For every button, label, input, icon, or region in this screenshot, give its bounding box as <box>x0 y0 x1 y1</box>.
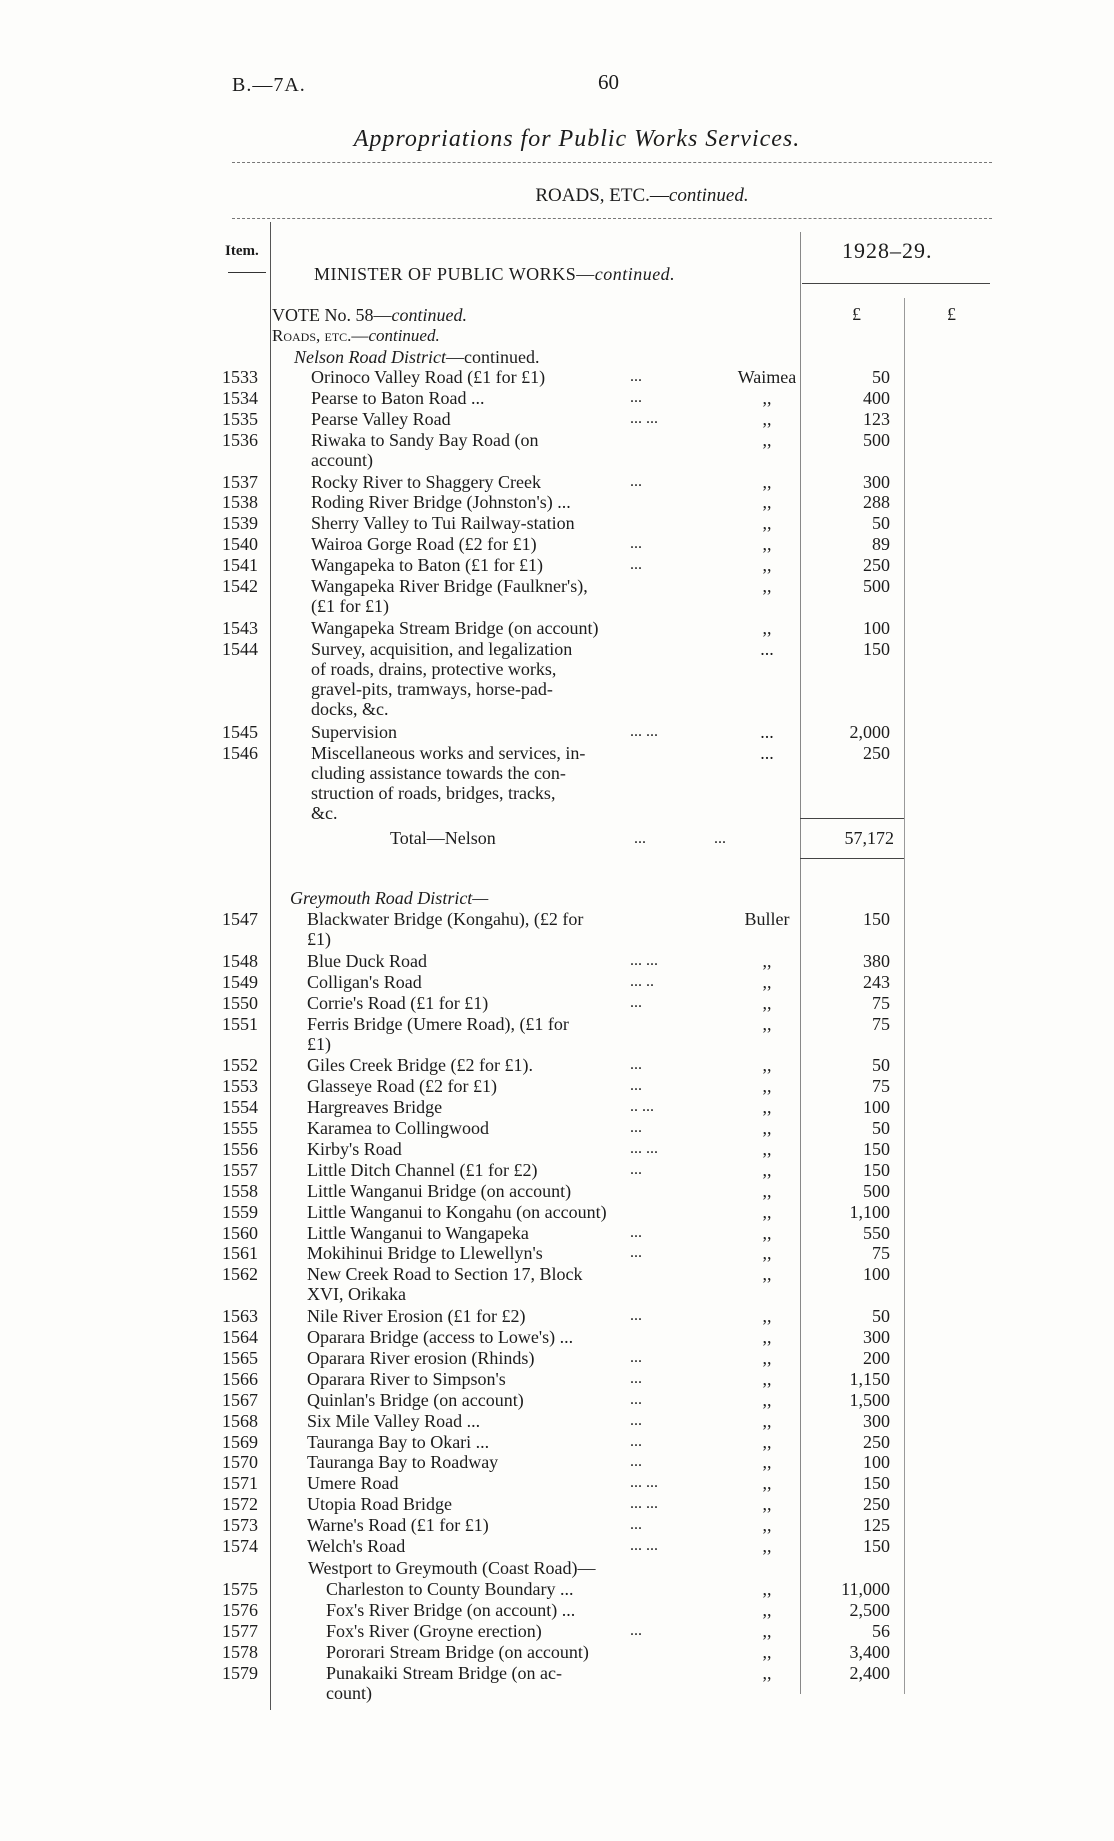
item-number: 1548 <box>222 950 258 971</box>
item-number: 1561 <box>222 1243 258 1264</box>
nelson-total-top-rule <box>800 818 904 819</box>
dot-leader: ... <box>630 1119 642 1136</box>
greymouth-district-heading <box>290 888 488 909</box>
item-amount: 243 <box>863 971 890 992</box>
item-number: 1572 <box>222 1494 258 1515</box>
item-amount: 150 <box>863 1473 890 1494</box>
item-description: Nile River Erosion (£1 for £2) <box>307 1306 526 1327</box>
year-column-header: 1928–29. <box>842 238 933 263</box>
county-name: ,, <box>762 429 772 450</box>
item-description: Hargreaves Bridge <box>307 1097 443 1118</box>
dot-leader: ... ... <box>630 1537 658 1554</box>
item-description: Roding River Bridge (Johnston's) ... <box>311 492 571 513</box>
dot-leader: ... <box>630 472 642 490</box>
item-number: 1536 <box>222 429 258 450</box>
item-description: Riwaka to Sandy Bay Road (on account) <box>311 429 539 470</box>
item-amount: 500 <box>863 1180 890 1201</box>
roads-subheading-main: Roads, etc.— <box>272 326 369 345</box>
item-amount: 100 <box>863 617 890 638</box>
item-number: 1567 <box>222 1389 258 1410</box>
item-description: Miscellaneous works and services, in- cluding assistance towards the con- struction of roads, bridges, tracks, &c. <box>311 743 586 824</box>
county-name: ,, <box>762 1410 772 1431</box>
item-amount: 1,100 <box>849 1201 890 1222</box>
vote-heading-italic: continued. <box>391 305 467 325</box>
county-name: ,, <box>762 1243 772 1264</box>
dot-leader: ... <box>630 1453 642 1471</box>
item-description: Tauranga Bay to Okari ... <box>307 1431 490 1452</box>
county-name: ,, <box>762 1389 772 1410</box>
item-amount: 2,000 <box>849 722 890 743</box>
item-description: Quinlan's Bridge (on account) <box>307 1389 524 1410</box>
item-number: 1550 <box>222 992 258 1013</box>
item-amount: 288 <box>863 492 890 513</box>
dot-leader: ... <box>630 1160 642 1178</box>
item-number: 1552 <box>222 1055 258 1076</box>
item-description: Giles Creek Bridge (£2 for £1). <box>307 1055 533 1076</box>
dot-leader: ... <box>630 1516 642 1534</box>
document-reference: B.—7A. <box>232 74 306 96</box>
item-description: Kirby's Road <box>307 1138 402 1159</box>
dot-leader: ... ... <box>630 1495 658 1513</box>
vote-heading-main: VOTE No. 58— <box>272 305 392 325</box>
nelson-district-suffix: —continued. <box>446 347 540 367</box>
county-name: ... <box>760 743 774 764</box>
item-number: 1533 <box>222 367 258 387</box>
item-amount: 100 <box>863 1452 890 1473</box>
item-amount: 50 <box>872 513 890 534</box>
item-description: Survey, acquisition, and legalization of roads, drains, protective works, gravel-pits, tramways, horse-pad- docks, &c. <box>311 638 573 719</box>
dot-leader: ... <box>630 993 642 1011</box>
county-name: Waimea <box>737 367 797 387</box>
nelson-total-leader-a: ... <box>634 830 646 847</box>
item-description: Charleston to County Boundary ... <box>326 1579 574 1599</box>
item-amount: 200 <box>863 1347 890 1368</box>
county-name: ,, <box>762 1452 772 1473</box>
item-number: 1578 <box>222 1641 258 1662</box>
item-description: Tauranga Bay to Roadway <box>307 1452 499 1473</box>
county-name: ,, <box>762 555 772 576</box>
county-name: ,, <box>762 513 772 534</box>
county-name: ... <box>760 722 774 743</box>
minister-heading-main: MINISTER OF PUBLIC WORKS— <box>314 264 595 284</box>
item-amount: 100 <box>863 1097 890 1118</box>
county-name: ,, <box>762 1118 772 1138</box>
county-name: ,, <box>762 992 772 1013</box>
item-description: Little Wanganui to Kongahu (on account) <box>307 1201 607 1222</box>
county-name: ,, <box>762 387 772 408</box>
item-description: Mokihinui Bridge to Llewellyn's <box>307 1243 543 1264</box>
item-number: 1543 <box>222 617 258 638</box>
item-description: Pororari Stream Bridge (on account) <box>326 1641 589 1662</box>
item-description: Wangapeka to Baton (£1 for £1) <box>311 555 543 576</box>
item-description: Blue Duck Road <box>307 950 427 971</box>
county-name: ,, <box>762 1138 772 1159</box>
item-number: 1542 <box>222 576 258 596</box>
item-amount: 89 <box>872 534 890 555</box>
item-number: 1570 <box>222 1452 258 1473</box>
item-number: 1557 <box>222 1159 258 1180</box>
item-description: Little Wanganui to Wangapeka <box>307 1222 529 1243</box>
item-number: 1549 <box>222 971 258 992</box>
dot-leader: ... <box>630 1390 642 1408</box>
county-name: ,, <box>762 1180 772 1201</box>
item-number: 1566 <box>222 1368 258 1389</box>
item-description: Supervision <box>311 722 398 743</box>
item-description: Welch's Road <box>307 1536 406 1556</box>
item-number: 1571 <box>222 1473 258 1494</box>
item-amount: 75 <box>872 992 890 1013</box>
county-name: ,, <box>762 1641 772 1662</box>
section-heading-main: ROADS, ETC.— <box>535 185 669 206</box>
item-number: 1564 <box>222 1327 258 1347</box>
county-name: ,, <box>762 1536 772 1556</box>
dot-leader: ... <box>630 556 642 574</box>
dot-leader: ... ... <box>630 1474 658 1492</box>
county-name: ,, <box>762 1201 772 1222</box>
nelson-district-heading <box>294 347 539 368</box>
dot-leader: ... ... <box>630 1139 658 1157</box>
dot-leader: ... <box>630 1056 642 1074</box>
item-description: Karamea to Collingwood <box>307 1118 489 1138</box>
item-amount: 3,400 <box>849 1641 890 1662</box>
item-amount: 125 <box>863 1515 890 1536</box>
item-description: Wairoa Gorge Road (£2 for £1) <box>311 534 537 555</box>
item-amount: 250 <box>863 743 890 764</box>
county-name: Buller <box>744 909 790 929</box>
section-heading <box>0 185 1114 207</box>
year-header-rule <box>802 283 990 284</box>
item-description: Glasseye Road (£2 for £1) <box>307 1076 497 1097</box>
item-number: 1553 <box>222 1076 258 1097</box>
item-description: Little Wanganui Bridge (on account) <box>307 1180 572 1201</box>
county-name: ,, <box>762 1473 772 1494</box>
item-amount: 150 <box>863 1536 890 1556</box>
item-number: 1558 <box>222 1180 258 1201</box>
roads-subheading-italic: continued. <box>368 326 440 345</box>
item-header-rule <box>228 272 266 273</box>
county-name: ,, <box>762 971 772 992</box>
dot-leader: ... <box>630 1369 642 1387</box>
county-name: ,, <box>762 1097 772 1118</box>
pound-sign-b: £ <box>947 304 956 324</box>
county-name: ,, <box>762 950 772 971</box>
county-name: ,, <box>762 408 772 429</box>
item-amount: 50 <box>872 1055 890 1076</box>
dot-leader: ... ... <box>630 409 658 427</box>
item-number: 1534 <box>222 387 258 408</box>
item-number: 1547 <box>222 909 258 929</box>
county-name: ,, <box>762 1076 772 1097</box>
item-number: 1565 <box>222 1347 258 1368</box>
item-description: Warne's Road (£1 for £1) <box>307 1515 489 1536</box>
item-description: Sherry Valley to Tui Railway-station <box>311 513 575 534</box>
item-amount: 250 <box>863 1431 890 1452</box>
county-name: ,, <box>762 1662 772 1683</box>
item-description: Wangapeka River Bridge (Faulkner's), (£1 for £1) <box>311 576 588 616</box>
item-column-header: Item. <box>225 243 259 259</box>
item-description: Little Ditch Channel (£1 for £2) <box>307 1159 538 1180</box>
county-name: ,, <box>762 617 772 638</box>
nelson-total-bottom-rule <box>800 858 904 859</box>
item-amount: 300 <box>863 471 890 492</box>
item-number: 1539 <box>222 513 258 534</box>
item-description: Utopia Road Bridge <box>307 1494 452 1515</box>
item-number: 1541 <box>222 555 258 576</box>
table-top-rule <box>232 218 992 219</box>
item-amount: 56 <box>872 1620 890 1641</box>
item-description: Corrie's Road (£1 for £1) <box>307 992 489 1013</box>
county-name: ,, <box>762 492 772 513</box>
item-amount: 150 <box>863 1138 890 1159</box>
dot-leader: ... <box>630 1621 642 1639</box>
dot-leader: ... <box>630 1411 642 1429</box>
greymouth-district-name: Greymouth Road District— <box>290 888 489 908</box>
item-number: 1575 <box>222 1579 258 1599</box>
county-name: ,, <box>762 576 772 596</box>
county-name: ,, <box>762 1013 772 1034</box>
item-number: 1540 <box>222 534 258 555</box>
county-name: ,, <box>762 1515 772 1536</box>
county-name: ,, <box>762 1494 772 1515</box>
item-number: 1569 <box>222 1431 258 1452</box>
county-name: ,, <box>762 1159 772 1180</box>
roads-subheading <box>272 326 440 346</box>
county-name: ,, <box>762 1579 772 1599</box>
item-description: Wangapeka Stream Bridge (on account) <box>311 617 599 638</box>
dot-leader: ... ... <box>630 723 658 741</box>
item-amount: 75 <box>872 1013 890 1034</box>
item-amount: 150 <box>863 1159 890 1180</box>
county-name: ,, <box>762 1055 772 1076</box>
item-amount: 380 <box>863 950 890 971</box>
dot-leader: ... <box>630 1307 642 1325</box>
item-amount: 75 <box>872 1076 890 1097</box>
item-number: 1559 <box>222 1201 258 1222</box>
item-number: 1554 <box>222 1097 258 1118</box>
minister-heading <box>314 264 675 285</box>
section-heading-italic: continued. <box>668 185 749 206</box>
item-number: 1560 <box>222 1222 258 1243</box>
item-description: Pearse Valley Road <box>311 408 451 429</box>
item-amount: 50 <box>872 367 890 387</box>
county-name: ,, <box>762 1327 772 1347</box>
item-amount: 500 <box>863 429 890 450</box>
item-description: Umere Road <box>307 1473 399 1494</box>
item-number: 1544 <box>222 638 258 659</box>
dot-leader: ... <box>630 1432 642 1450</box>
item-amount: 250 <box>863 1494 890 1515</box>
dot-leader: ... <box>630 368 642 385</box>
vote-heading <box>272 305 467 326</box>
item-number: 1563 <box>222 1306 258 1327</box>
item-amount: 123 <box>863 408 890 429</box>
item-description: New Creek Road to Section 17, Block XVI, Orikaka <box>307 1264 583 1305</box>
county-name: ,, <box>762 1264 772 1285</box>
pound-sign-a: £ <box>852 304 861 324</box>
item-number: 1555 <box>222 1118 258 1138</box>
county-name: ,, <box>762 1620 772 1641</box>
county-name: ,, <box>762 1222 772 1243</box>
item-number: 1574 <box>222 1536 258 1556</box>
item-amount: 550 <box>863 1222 890 1243</box>
dot-leader: ... ... <box>630 951 658 969</box>
item-number: 1579 <box>222 1662 258 1683</box>
dot-leader: ... <box>630 1244 642 1262</box>
item-number: 1538 <box>222 492 258 513</box>
county-name: ,, <box>762 534 772 555</box>
county-name: ... <box>760 638 774 659</box>
page-number: 60 <box>598 70 619 94</box>
item-number: 1573 <box>222 1515 258 1536</box>
nelson-total-leader-b: ... <box>714 830 726 847</box>
item-description: Blackwater Bridge (Kongahu), (£2 for £1) <box>307 909 584 949</box>
dot-leader: ... <box>630 535 642 553</box>
item-description: Fox's River Bridge (on account) ... <box>326 1599 576 1620</box>
dot-leader: ... <box>630 388 642 406</box>
item-amount: 400 <box>863 387 890 408</box>
item-amount: 300 <box>863 1410 890 1431</box>
item-amount: 250 <box>863 555 890 576</box>
county-name: ,, <box>762 471 772 492</box>
item-number: 1576 <box>222 1599 258 1620</box>
item-amount: 75 <box>872 1243 890 1264</box>
amount-column-rule <box>904 298 905 1694</box>
item-description: Punakaiki Stream Bridge (on ac- count) <box>326 1662 562 1703</box>
item-number: 1577 <box>222 1620 258 1641</box>
item-amount: 11,000 <box>841 1579 890 1599</box>
item-amount: 2,500 <box>849 1599 890 1620</box>
title-rule <box>232 162 992 163</box>
item-description: Pearse to Baton Road ... <box>311 387 485 408</box>
nelson-total-label: Total—Nelson <box>390 828 496 848</box>
county-name: ,, <box>762 1599 772 1620</box>
nelson-district-name: Nelson Road District <box>294 347 446 367</box>
item-number: 1537 <box>222 471 258 492</box>
item-description: Rocky River to Shaggery Creek <box>311 471 541 492</box>
item-amount: 1,150 <box>849 1368 890 1389</box>
nelson-total-amount: 57,172 <box>844 828 894 848</box>
item-amount: 50 <box>872 1118 890 1138</box>
dot-leader: ... <box>630 1348 642 1366</box>
item-description: Oparara River erosion (Rhinds) <box>307 1347 535 1368</box>
item-amount: 300 <box>863 1327 890 1347</box>
item-number: 1545 <box>222 722 258 743</box>
dot-leader: ... <box>630 1223 642 1241</box>
item-number: 1551 <box>222 1013 258 1034</box>
item-amount: 100 <box>863 1264 890 1285</box>
item-number: 1562 <box>222 1264 258 1285</box>
dot-leader: ... <box>630 1077 642 1095</box>
item-description: Oparara River to Simpson's <box>307 1368 506 1389</box>
item-number: 1535 <box>222 408 258 429</box>
item-amount: 150 <box>863 638 890 659</box>
county-name: ,, <box>762 1347 772 1368</box>
county-name: ,, <box>762 1306 772 1327</box>
item-number: 1546 <box>222 743 258 764</box>
minister-heading-italic: continued. <box>594 264 676 284</box>
item-description: Fox's River (Groyne erection) <box>326 1620 542 1641</box>
dot-leader: .. ... <box>630 1098 654 1116</box>
item-number: 1568 <box>222 1410 258 1431</box>
item-description: Colligan's Road <box>307 971 422 992</box>
item-amount: 500 <box>863 576 890 596</box>
item-description: Orinoco Valley Road (£1 for £1) <box>311 367 546 387</box>
item-amount: 1,500 <box>849 1389 890 1410</box>
item-amount: 150 <box>863 909 890 929</box>
item-amount: 2,400 <box>849 1662 890 1683</box>
item-description: Oparara Bridge (access to Lowe's) ... <box>307 1327 574 1347</box>
item-number: 1556 <box>222 1138 258 1159</box>
item-description: Ferris Bridge (Umere Road), (£1 for £1) <box>307 1013 569 1054</box>
westport-heading: Westport to Greymouth (Coast Road)— <box>308 1558 596 1578</box>
item-amount: 50 <box>872 1306 890 1327</box>
dot-leader: ... .. <box>630 972 654 990</box>
item-column-rule <box>270 222 271 1710</box>
page-title: Appropriations for Public Works Services. <box>353 126 801 152</box>
county-name: ,, <box>762 1431 772 1452</box>
item-description: Six Mile Valley Road ... <box>307 1410 481 1431</box>
county-name: ,, <box>762 1368 772 1389</box>
